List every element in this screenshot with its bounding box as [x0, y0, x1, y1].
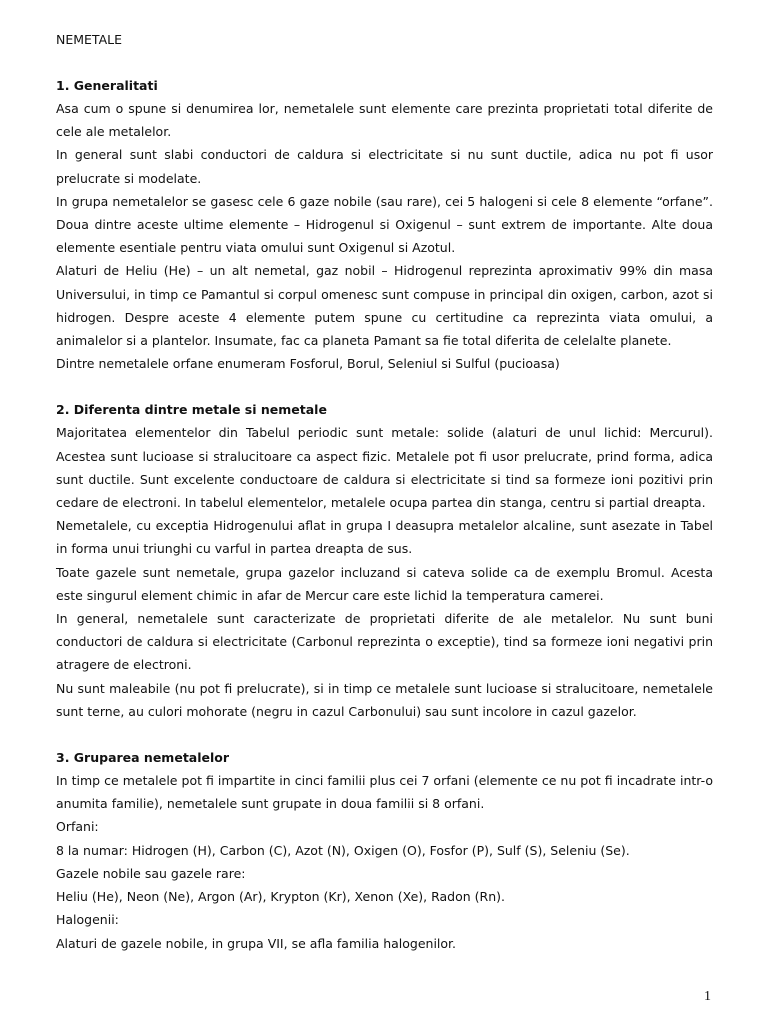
paragraph: Halogenii: [56, 912, 119, 928]
section-heading: 2. Diferenta dintre metale si nemetale [56, 402, 327, 418]
section-generalitati [56, 74, 713, 375]
paragraph: Asa cum o spune si denumirea lor, nemetalele sunt elemente care prezinta proprietati total diferite de cele ale metalelor. [56, 101, 713, 140]
paragraph: In grupa nemetalelor se gasesc cele 6 gaze nobile (sau rare), cei 5 halogeni si cele 8 elemente “orfane”. Doua dintre aceste ultime elemente – Hidrogenul si Oxigenul – sunt extrem de importante. Alte doua elemente esentiale pentru viata omului sunt Oxigenul si Azotul. [56, 193, 713, 256]
section-gruparea [56, 746, 713, 955]
section-heading: 1. Generalitati [56, 78, 158, 93]
paragraph: Heliu (He), Neon (Ne), Argon (Ar), Krypton (Kr), Xenon (Xe), Radon (Rn). [56, 889, 505, 905]
spacer [56, 51, 713, 74]
document-page [56, 28, 713, 955]
paragraph: Gazele nobile sau gazele rare: [56, 865, 246, 881]
paragraph: Orfani: [56, 819, 99, 835]
spacer [56, 375, 713, 398]
paragraph: Nu sunt maleabile (nu pot fi prelucrate), si in timp ce metalele sunt lucioase si stralucitoare, nemetalele sunt terne, au culori mohorate (negru in cazul Carbonului) sau sunt incolore in cazul gazelor. [56, 680, 713, 719]
section-diferenta [56, 398, 713, 723]
spacer [56, 723, 713, 746]
paragraph: 8 la numar: Hidrogen (H), Carbon (C), Azot (N), Oxigen (O), Fosfor (P), Sulf (S), Seleniu (Se). [56, 842, 630, 858]
document-title: NEMETALE [56, 32, 123, 47]
paragraph: In general sunt slabi conductori de caldura si electricitate si nu sunt ductile, adica nu pot fi usor prelucrate si modelate. [56, 147, 713, 186]
paragraph: In general, nemetalele sunt caracterizate de proprietati diferite de ale metalelor. Nu sunt buni conductori de caldura si electricitate (Carbonul reprezinta o exceptie), tind sa formeze ioni negativi prin atragere de electroni. [56, 611, 713, 673]
paragraph: Nemetalele, cu exceptia Hidrogenului aflat in grupa I deasupra metalelor alcaline, sunt asezate in Tabel in forma unui triunghi cu varful in partea dreapta de sus. [56, 518, 713, 557]
paragraph: Alaturi de gazele nobile, in grupa VII, se afla familia halogenilor. [56, 935, 457, 951]
page-number: 1 [704, 989, 711, 1004]
paragraph: Dintre nemetalele orfane enumeram Fosforul, Borul, Seleniul si Sulful (pucioasa) [56, 356, 560, 372]
section-heading: 3. Gruparea nemetalelor [56, 750, 230, 766]
paragraph: Toate gazele sunt nemetale, grupa gazelor incluzand si cateva solide ca de exemplu Bromul. Acesta este singurul element chimic in afar de Mercur care este lichid la temperatura camerei. [56, 564, 713, 603]
paragraph: Alaturi de Heliu (He) – un alt nemetal, gaz nobil – Hidrogenul reprezinta aproximativ 99% din masa Universului, in timp ce Pamantul si corpul omenesc sunt compuse in principal din oxigen, carbon, azot si hidrogen. Despre aceste 4 elemente putem spune cu certitudine ca reprezinta viata omului, a animalelor si a plantelor. Insumate, fac ca planeta Pamant sa fie total diferita de celelalte planete. [56, 263, 713, 349]
paragraph: In timp ce metalele pot fi impartite in cinci familii plus cei 7 orfani (elemente ce nu pot fi incadrate intr-o anumita familie), nemetalele sunt grupate in doua familii si 8 orfani. [56, 773, 713, 812]
paragraph: Majoritatea elementelor din Tabelul periodic sunt metale: solide (alaturi de unul lichid: Mercurul). Acestea sunt lucioase si stralucitoare ca aspect fizic. Metalele pot fi usor prelucrate, prind forma, adica sunt ductile. Sunt excelente conductoare de caldura si electricitate si tind sa formeze ioni pozitivi prin cedare de electroni. In tabelul elementelor, metalele ocupa partea din stanga, centru si partial dreapta. [56, 425, 713, 511]
